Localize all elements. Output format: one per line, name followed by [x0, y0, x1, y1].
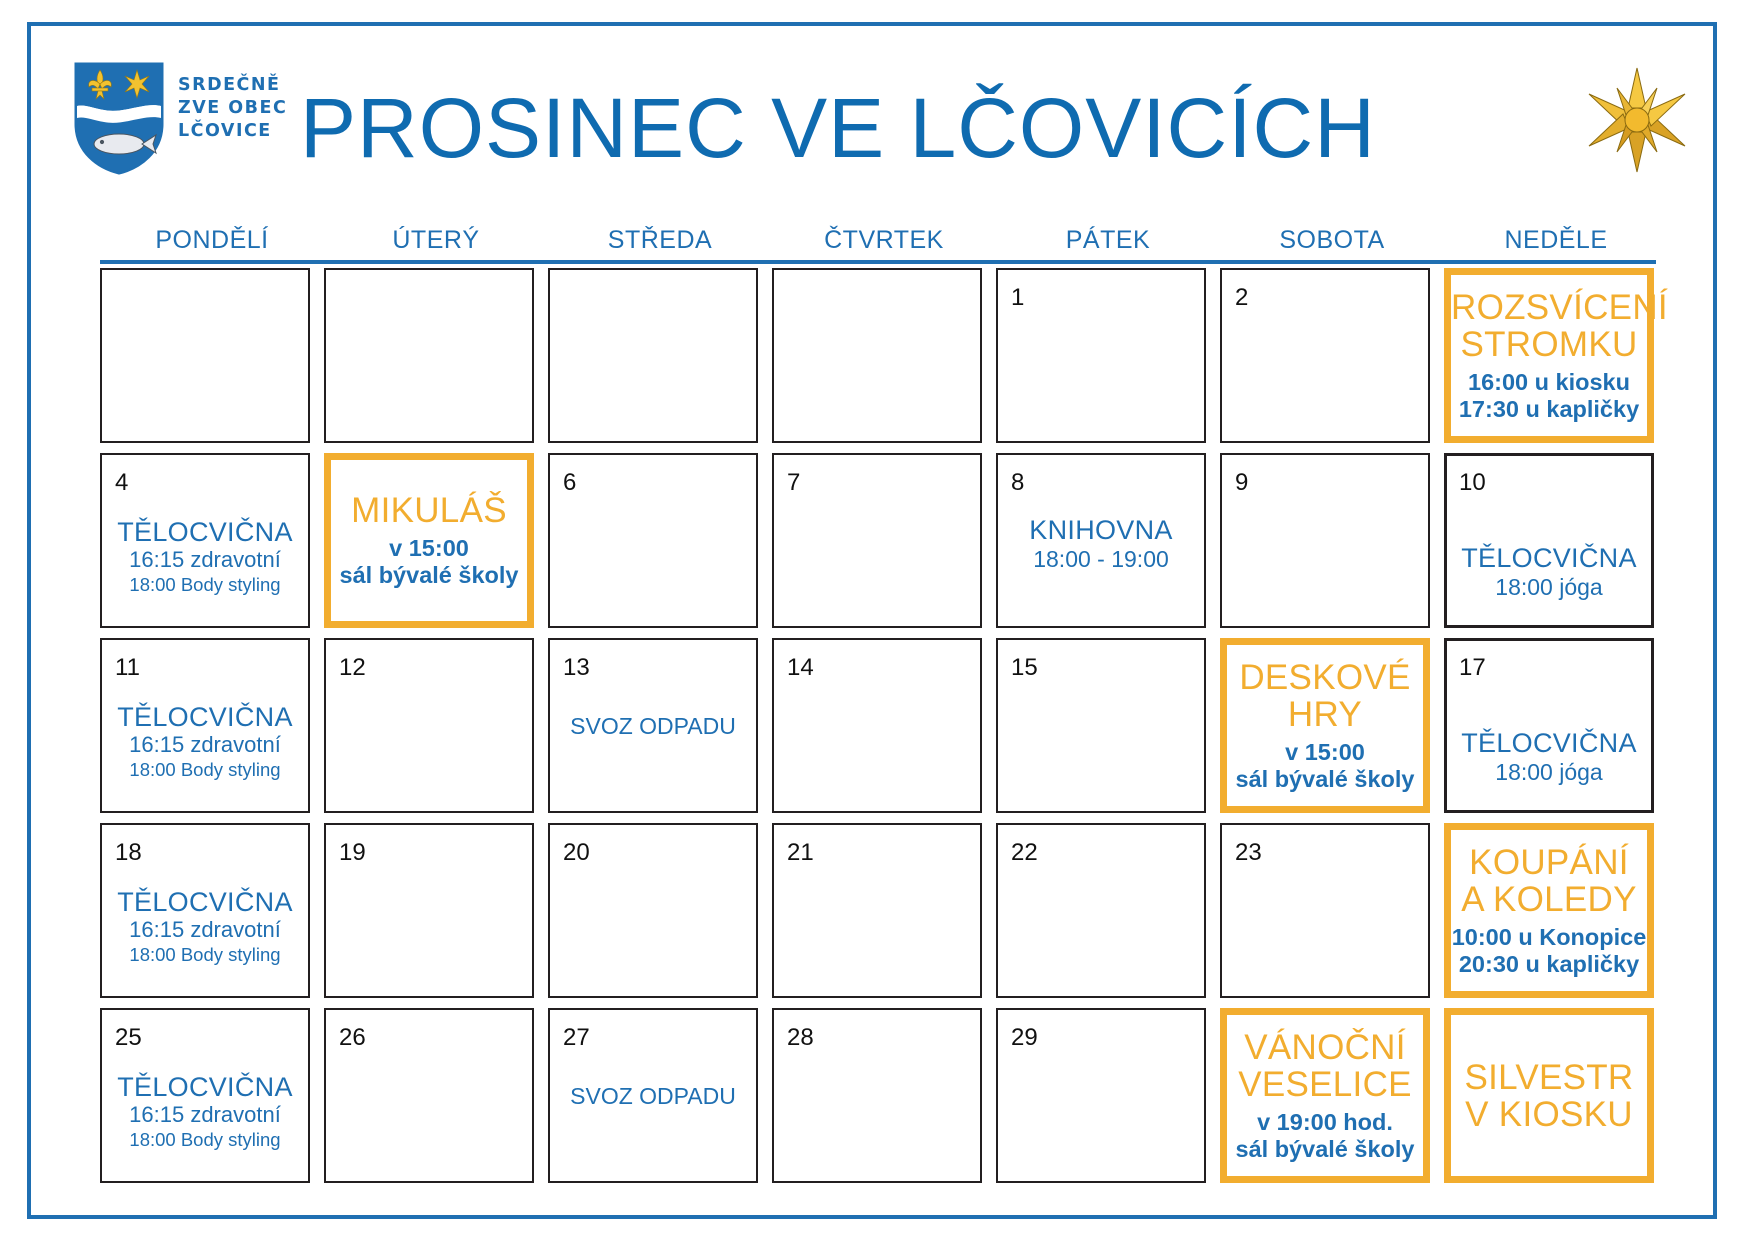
day-info: [998, 515, 1204, 573]
event-cell: [1444, 1008, 1654, 1183]
info-line: 18:00 Body styling: [129, 1129, 281, 1150]
day-cell: [100, 638, 310, 813]
event-cell: [1220, 638, 1430, 813]
day-cell: [100, 823, 310, 998]
day-cell: [996, 268, 1206, 443]
event-title: DESKOVÉ: [1239, 658, 1411, 697]
day-number: 7: [787, 469, 801, 496]
info-line: 16:15 zdravotní: [129, 547, 281, 572]
day-info: [102, 887, 308, 967]
event-title: STROMKU: [1460, 325, 1638, 364]
day-number: 8: [1011, 469, 1025, 496]
day-cell: [548, 638, 758, 813]
day-info: [550, 1082, 756, 1110]
day-info: [102, 517, 308, 597]
event-cell: [324, 453, 534, 628]
event-content: [1227, 659, 1423, 793]
event-detail: v 15:00: [389, 535, 469, 561]
day-number: 21: [787, 839, 814, 866]
day-cell: [1220, 453, 1430, 628]
info-heading: TĚLOCVIČNA: [117, 517, 293, 547]
day-cell: [1444, 638, 1654, 813]
day-number: 9: [1235, 469, 1249, 496]
info-line: SVOZ ODPADU: [570, 1083, 736, 1109]
weekday-tuesday: ÚTERÝ: [392, 226, 480, 254]
day-cell: [324, 1008, 534, 1183]
day-number: 28: [787, 1024, 814, 1051]
day-cell: [548, 823, 758, 998]
logo-line: SRDEČNĚ: [178, 75, 281, 95]
day-number: 27: [563, 1024, 590, 1051]
day-cell: [1444, 453, 1654, 628]
event-title: A KOLEDY: [1461, 880, 1637, 919]
logo-line: LČOVICE: [178, 121, 272, 141]
event-detail: v 15:00: [1285, 739, 1365, 765]
logo-text: [178, 74, 287, 143]
day-info: [1446, 543, 1652, 601]
day-cell: [772, 268, 982, 443]
event-title: MIKULÁŠ: [351, 491, 507, 530]
event-detail: sál bývalé školy: [1235, 766, 1415, 792]
event-title: VÁNOČNÍ: [1244, 1028, 1406, 1067]
info-heading: KNIHOVNA: [1029, 515, 1173, 545]
event-detail: 10:00 u Konopice: [1451, 924, 1647, 950]
day-number: 11: [115, 654, 140, 681]
weekday-header: [100, 222, 1656, 264]
page-title: PROSINEC VE LČOVICÍCH: [300, 81, 1376, 175]
day-number: 10: [1459, 469, 1486, 496]
day-number: 12: [339, 654, 366, 681]
day-cell: [772, 453, 982, 628]
day-cell: [324, 823, 534, 998]
day-cell: [996, 823, 1206, 998]
info-line: 16:15 zdravotní: [129, 917, 281, 942]
event-content: [1451, 844, 1647, 978]
day-number: 18: [115, 839, 142, 866]
day-cell: [100, 1008, 310, 1183]
info-heading: TĚLOCVIČNA: [1461, 543, 1637, 573]
day-info: [102, 1072, 308, 1152]
event-cell: [1220, 1008, 1430, 1183]
day-cell: [1220, 823, 1430, 998]
day-cell: [548, 1008, 758, 1183]
day-info: [550, 712, 756, 740]
info-heading: TĚLOCVIČNA: [117, 1072, 293, 1102]
weekday-friday: PÁTEK: [1065, 226, 1151, 254]
info-heading: TĚLOCVIČNA: [1461, 728, 1637, 758]
event-detail: v 19:00 hod.: [1257, 1109, 1393, 1135]
event-detail: 20:30 u kapličky: [1458, 951, 1640, 977]
day-cell: [100, 268, 310, 443]
day-number: 15: [1011, 654, 1038, 681]
event-title: SILVESTR: [1464, 1058, 1634, 1097]
event-title: V KIOSKU: [1465, 1095, 1633, 1134]
day-number: 25: [115, 1024, 142, 1051]
info-line: 18:00 - 19:00: [1033, 546, 1169, 572]
day-number: 22: [1011, 839, 1038, 866]
info-heading: TĚLOCVIČNA: [117, 887, 293, 917]
weekday-saturday: SOBOTA: [1279, 226, 1385, 254]
event-detail: 17:30 u kapličky: [1458, 396, 1640, 422]
day-cell: [100, 453, 310, 628]
event-content: [331, 492, 527, 589]
day-number: 29: [1011, 1024, 1038, 1051]
info-line: 16:15 zdravotní: [129, 1102, 281, 1127]
day-number: 13: [563, 654, 590, 681]
village-logo: [74, 62, 288, 177]
day-cell: [772, 1008, 982, 1183]
day-number: 26: [339, 1024, 366, 1051]
day-cell: [548, 268, 758, 443]
day-number: 2: [1235, 284, 1249, 311]
day-cell: [996, 638, 1206, 813]
day-info: [102, 702, 308, 782]
event-title: VESELICE: [1238, 1065, 1412, 1104]
info-line: 18:00 Body styling: [129, 574, 281, 595]
event-detail: 16:00 u kiosku: [1468, 369, 1630, 395]
day-number: 20: [563, 839, 590, 866]
gold-star-icon: [1587, 66, 1687, 174]
weekday-wednesday: STŘEDA: [607, 226, 713, 254]
event-title: ROZSVÍCENÍ: [1451, 288, 1668, 327]
event-title: KOUPÁNÍ: [1469, 843, 1629, 882]
info-line: SVOZ ODPADU: [570, 713, 736, 739]
info-line: 18:00 jóga: [1495, 574, 1603, 600]
day-cell: [772, 823, 982, 998]
info-line: 16:15 zdravotní: [129, 732, 281, 757]
day-number: 6: [563, 469, 577, 496]
day-info: [1446, 728, 1652, 786]
day-cell: [548, 453, 758, 628]
coat-of-arms-icon: [74, 62, 164, 175]
event-content: [1451, 1059, 1647, 1133]
event-content: [1451, 288, 1668, 423]
day-number: 17: [1459, 654, 1486, 681]
weekday-thursday: ČTVRTEK: [824, 226, 944, 254]
event-cell: [1444, 268, 1668, 443]
day-cell: [1220, 268, 1430, 443]
day-number: 19: [339, 839, 366, 866]
event-cell: [1444, 823, 1654, 998]
day-number: 1: [1011, 284, 1025, 311]
event-detail: sál bývalé školy: [1235, 1136, 1415, 1162]
info-line: 18:00 jóga: [1495, 759, 1603, 785]
info-line: 18:00 Body styling: [129, 759, 281, 780]
day-cell: [996, 1008, 1206, 1183]
day-cell: [996, 453, 1206, 628]
info-heading: TĚLOCVIČNA: [117, 702, 293, 732]
day-number: 4: [115, 469, 129, 496]
day-cell: [324, 268, 534, 443]
day-number: 23: [1235, 839, 1262, 866]
day-number: 14: [787, 654, 814, 681]
day-cell: [772, 638, 982, 813]
event-detail: sál bývalé školy: [339, 562, 519, 588]
event-title: HRY: [1287, 695, 1363, 734]
info-line: 18:00 Body styling: [129, 944, 281, 965]
weekday-sunday: NEDĚLE: [1504, 226, 1608, 254]
day-cell: [324, 638, 534, 813]
logo-line: ZVE OBEC: [178, 98, 288, 118]
weekday-monday: PONDĚLÍ: [155, 226, 269, 254]
event-content: [1227, 1029, 1423, 1163]
